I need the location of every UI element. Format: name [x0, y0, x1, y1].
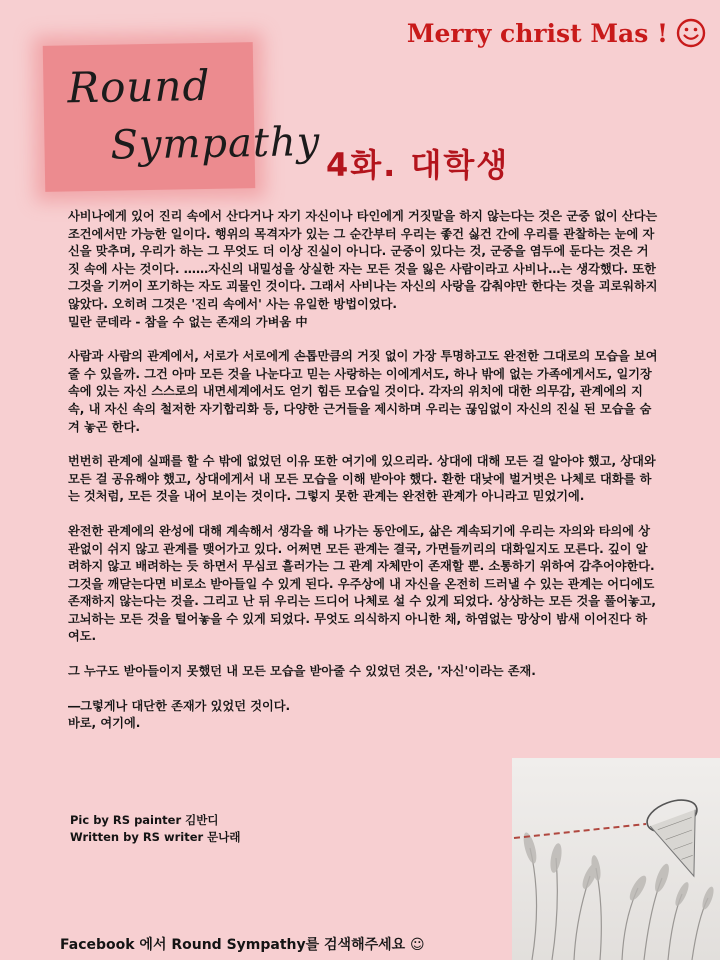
paragraph-text: 사비나에게 있어 진리 속에서 산다거나 자기 자신이나 타인에게 거짓말을 하지 않는다는 것은 군중 없이 산다는 조건에서만 가능한 일이다. 행위의 목격자가 있는 그 순간부터 우리는 좋건 싫건 간에 우리를 관찰하는 눈에 자신을 맞추며, 우리가 하는 그 무엇도 더 이상 진실이 아니다. 군중이 있다는 것, 군중을 염두에 둔다는 것은 거짓 속에 사는 것이다. ……자신의 내밀성을 상실한 자는 모든 것을 잃은 사람이라고 사비나…는 생각했다. 또한 그것을 기꺼이 포기하는 자도 괴물인 것이다. 그래서 사비나는 자신의 사랑을 감춰야만 한다는 것을 괴로워하지 않았다. 오히려 그것은 '진리 속에서' 사는 유일한 방법이었다. — [68, 209, 658, 311]
paragraph — [68, 348, 658, 436]
reeds-net-drawing — [512, 758, 720, 960]
paragraph-text: 그 누구도 받아들이지 못했던 내 모든 모습을 받아줄 수 있었던 것은, '자신'이라는 존재. — [68, 664, 536, 679]
paragraph — [68, 523, 658, 646]
paragraph — [68, 663, 658, 681]
quote-source: 밀란 쿤데라 - 참을 수 없는 존재의 가벼움 中 — [68, 314, 308, 329]
article-body — [68, 208, 658, 750]
credit-writer: Written by RS writer 문나래 — [70, 830, 241, 844]
greeting-text: Merry christ Mas ! — [406, 18, 668, 48]
round-sympathy-logo — [43, 42, 321, 192]
logo-line-sympathy: Sympathy — [110, 119, 321, 169]
episode-title: 4화. 대학생 — [326, 146, 510, 184]
paragraph-text: 사람과 사람의 관계에서, 서로가 서로에게 손톱만큼의 거짓 없이 가장 투명하고도 완전한 그대로의 모습을 보여줄 수 있을까. 그건 아마 모든 것을 나눈다고 믿는 사랑하는 이에게서도, 하나 밖에 없는 가족에게서도, 일기장 속에 있는 자신 스스로의 내면세계에서도 얻기 힘든 모습일 것이다. 각자의 위치에 대한 의무감, 관계에의 지속, 내 자신 속의 철저한 자기합리화 등, 다양한 근거들을 제시하며 우리는 끊임없이 자신의 진실 된 모습을 숨겨 놓곤 한다. — [68, 349, 658, 434]
greeting-header — [407, 18, 706, 48]
credit-painter: Pic by RS painter 김반디 — [70, 813, 219, 827]
closing-line: 바로, 여기에. — [68, 716, 141, 731]
credits — [70, 812, 241, 846]
paragraph-text: ―그렇게나 대단한 존재가 있었던 것이다. — [68, 698, 291, 713]
logo-line-round: Round — [67, 60, 211, 113]
paragraph-quote — [68, 208, 658, 331]
paragraph-text: 완전한 관계에의 완성에 대해 계속해서 생각을 해 나가는 동안에도, 삶은 계속되기에 우리는 자의와 타의에 상관없이 쉬지 않고 관계를 맺어가고 있다. 어쩌면 모든 관계는 결국, 가면들끼리의 대화일지도 모른다. 깊이 알려하지 않고 배려하는 듯 하면서 무심코 흘러가는 그 관계 자체만이 존재할 뿐. 소통하기 위하여 감추어야한다. 그것을 깨닫는다면 비로소 받아들일 수 있게 된다. 우주상에 내 자신을 온전히 드러낼 수 있는 관계는 어디에도 존재하지 않는다는 것을. 그리고 난 뒤 우리는 드디어 나체로 설 수 있게 되었다. 상상하는 모든 것을 풀어놓고, 고뇌하는 모든 것을 털어놓을 수 있게 되었다. 무엇도 의식하지 아니한 채, 하염없는 망상이 밤새 이어진다 하여도. — [68, 523, 657, 644]
paragraph — [68, 453, 658, 506]
paragraph-text: 번번히 관계에 실패를 할 수 밖에 없었던 이유 또한 여기에 있으리라. 상대에 대해 모든 걸 알아야 했고, 상대와 모든 걸 공유해야 했고, 상대에게서 내 모든 모습을 이해 받아야 했다. 환한 대낮에 벌거벗은 나체로 대화를 하는 것처럼, 모든 것을 내어 보이는 것이다. 그렇지 못한 관계는 완전한 관계가 아니라고 믿었기에. — [68, 454, 656, 504]
pampas-grass-illustration — [512, 758, 720, 960]
facebook-footer: Facebook 에서 Round Sympathy를 검색해주세요 ☺ — [60, 937, 425, 953]
smiley-icon — [676, 18, 706, 48]
paragraph-closing — [68, 698, 658, 733]
